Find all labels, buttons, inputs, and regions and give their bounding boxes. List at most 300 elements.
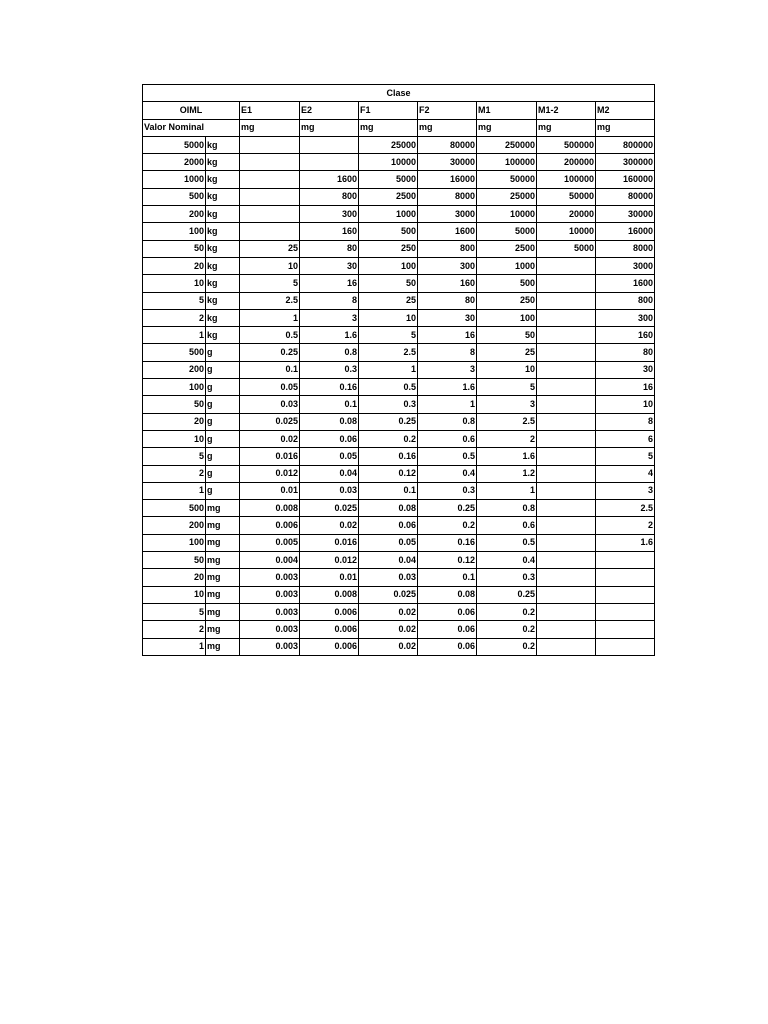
tolerance-cell <box>596 586 655 603</box>
class-e2: E2 <box>300 102 359 119</box>
nominal-unit: kg <box>206 275 240 292</box>
tolerance-cell: 500000 <box>537 136 596 153</box>
tolerance-cell <box>537 413 596 430</box>
nominal-value: 5000 <box>143 136 206 153</box>
nominal-value: 200 <box>143 206 206 223</box>
tolerance-cell: 16 <box>418 327 477 344</box>
tolerance-cell: 250 <box>477 292 537 309</box>
oiml-row <box>143 102 655 119</box>
nominal-value: 500 <box>143 188 206 205</box>
unit-f2: mg <box>418 119 477 136</box>
tolerance-cell: 6 <box>596 430 655 447</box>
tolerance-cell: 0.1 <box>359 482 418 499</box>
tolerance-cell: 5 <box>477 379 537 396</box>
tolerance-cell <box>537 517 596 534</box>
table-row <box>143 361 655 378</box>
tolerance-cell: 8 <box>300 292 359 309</box>
tolerance-cell: 0.2 <box>359 430 418 447</box>
tolerance-cell: 0.08 <box>300 413 359 430</box>
tolerance-cell: 50000 <box>477 171 537 188</box>
tolerance-cell: 5000 <box>359 171 418 188</box>
table-row <box>143 240 655 257</box>
tolerance-cell: 0.02 <box>359 603 418 620</box>
tolerance-cell <box>596 603 655 620</box>
nominal-unit: kg <box>206 206 240 223</box>
nominal-value: 200 <box>143 517 206 534</box>
tolerance-cell: 0.05 <box>359 534 418 551</box>
nominal-unit: kg <box>206 292 240 309</box>
nominal-value: 5 <box>143 292 206 309</box>
class-e1: E1 <box>240 102 300 119</box>
nominal-value: 20 <box>143 257 206 274</box>
nominal-value: 2 <box>143 621 206 638</box>
class-f2: F2 <box>418 102 477 119</box>
tolerance-cell: 8 <box>596 413 655 430</box>
tolerance-cell: 0.025 <box>300 500 359 517</box>
tolerance-cell <box>300 136 359 153</box>
tolerance-cell: 0.12 <box>418 552 477 569</box>
nominal-value-label: Valor Nominal <box>143 119 240 136</box>
tolerance-cell: 0.5 <box>477 534 537 551</box>
tolerance-cell: 250 <box>359 240 418 257</box>
tolerance-cell: 300 <box>596 309 655 326</box>
tolerance-cell: 0.05 <box>240 379 300 396</box>
tolerance-cell: 250000 <box>477 136 537 153</box>
tolerance-cell: 0.06 <box>418 621 477 638</box>
unit-m1-2: mg <box>537 119 596 136</box>
tolerance-cell <box>537 257 596 274</box>
tolerance-cell: 20000 <box>537 206 596 223</box>
tolerance-cell: 0.25 <box>359 413 418 430</box>
nominal-unit: mg <box>206 638 240 655</box>
tolerance-cell: 0.16 <box>359 448 418 465</box>
tolerance-cell: 0.006 <box>300 603 359 620</box>
tolerance-cell: 2500 <box>477 240 537 257</box>
nominal-unit: g <box>206 344 240 361</box>
nominal-unit: kg <box>206 257 240 274</box>
tolerance-cell: 80 <box>300 240 359 257</box>
tolerance-cell: 10 <box>596 396 655 413</box>
tolerance-cell <box>537 569 596 586</box>
class-header-row <box>143 85 655 102</box>
nominal-value: 2 <box>143 465 206 482</box>
tolerance-cell <box>537 500 596 517</box>
tolerance-cell <box>596 638 655 655</box>
table-row <box>143 275 655 292</box>
table-row <box>143 206 655 223</box>
tolerance-cell: 0.003 <box>240 603 300 620</box>
nominal-unit: kg <box>206 154 240 171</box>
tolerance-cell: 0.2 <box>477 603 537 620</box>
tolerance-cell: 3 <box>477 396 537 413</box>
tolerance-cell <box>537 396 596 413</box>
tolerance-cell: 50 <box>359 275 418 292</box>
tolerance-cell: 0.06 <box>359 517 418 534</box>
nominal-value: 1000 <box>143 171 206 188</box>
tolerance-cell <box>537 327 596 344</box>
tolerance-cell: 0.012 <box>300 552 359 569</box>
tolerance-cell: 10 <box>240 257 300 274</box>
nominal-value: 50 <box>143 240 206 257</box>
nominal-unit: kg <box>206 240 240 257</box>
tolerance-cell: 1600 <box>596 275 655 292</box>
nominal-value: 10 <box>143 430 206 447</box>
nominal-unit: g <box>206 413 240 430</box>
table-row <box>143 327 655 344</box>
tolerance-cell: 8000 <box>596 240 655 257</box>
tolerance-cell: 1600 <box>300 171 359 188</box>
tolerance-cell: 0.06 <box>418 603 477 620</box>
tolerance-cell <box>537 638 596 655</box>
tolerance-cell: 0.006 <box>240 517 300 534</box>
table-row <box>143 569 655 586</box>
table-row <box>143 396 655 413</box>
tolerance-cell: 10000 <box>537 223 596 240</box>
tolerance-cell: 2.5 <box>359 344 418 361</box>
tolerance-cell: 10 <box>477 361 537 378</box>
tolerance-cell: 0.08 <box>359 500 418 517</box>
tolerance-cell: 800000 <box>596 136 655 153</box>
table-row <box>143 465 655 482</box>
class-title: Clase <box>143 85 655 102</box>
nominal-unit: mg <box>206 500 240 517</box>
class-m2: M2 <box>596 102 655 119</box>
tolerance-cell: 0.8 <box>477 500 537 517</box>
nominal-unit: g <box>206 396 240 413</box>
tolerance-cell: 0.006 <box>300 638 359 655</box>
tolerance-cell: 1.2 <box>477 465 537 482</box>
table-row <box>143 517 655 534</box>
nominal-unit: mg <box>206 603 240 620</box>
tolerance-cell: 4 <box>596 465 655 482</box>
tolerance-cell: 10000 <box>359 154 418 171</box>
tolerance-cell: 1.6 <box>596 534 655 551</box>
tolerance-cell: 80 <box>418 292 477 309</box>
tolerance-cell: 10000 <box>477 206 537 223</box>
tolerance-cell <box>240 188 300 205</box>
tolerance-cell: 0.25 <box>418 500 477 517</box>
tolerance-cell: 300 <box>418 257 477 274</box>
table-row <box>143 621 655 638</box>
tolerance-cell: 100 <box>477 309 537 326</box>
tolerance-cell: 5 <box>240 275 300 292</box>
unit-f1: mg <box>359 119 418 136</box>
tolerance-cell: 25 <box>240 240 300 257</box>
tolerance-cell <box>300 154 359 171</box>
nominal-value: 50 <box>143 396 206 413</box>
tolerance-cell: 0.16 <box>300 379 359 396</box>
tolerance-cell <box>537 361 596 378</box>
tolerance-cell: 1.6 <box>418 379 477 396</box>
tolerance-cell <box>537 482 596 499</box>
table-row <box>143 223 655 240</box>
tolerance-cell: 0.06 <box>418 638 477 655</box>
units-row <box>143 119 655 136</box>
tolerance-cell: 2 <box>596 517 655 534</box>
tolerance-cell: 0.02 <box>300 517 359 534</box>
tolerance-cell: 0.3 <box>359 396 418 413</box>
tolerance-cell: 25 <box>477 344 537 361</box>
tolerance-cell: 500 <box>477 275 537 292</box>
tolerance-cell: 16000 <box>596 223 655 240</box>
tolerance-cell <box>537 292 596 309</box>
tolerance-cell: 0.006 <box>300 621 359 638</box>
tolerance-cell: 50000 <box>537 188 596 205</box>
nominal-unit: g <box>206 465 240 482</box>
nominal-value: 20 <box>143 413 206 430</box>
tolerance-cell: 80000 <box>596 188 655 205</box>
table-row <box>143 534 655 551</box>
tolerance-cell: 0.016 <box>240 448 300 465</box>
table-row <box>143 136 655 153</box>
tolerance-cell <box>537 534 596 551</box>
tolerance-cell: 3 <box>418 361 477 378</box>
tolerance-cell: 30 <box>300 257 359 274</box>
tolerance-cell: 0.02 <box>359 638 418 655</box>
tolerance-cell: 0.004 <box>240 552 300 569</box>
tolerance-cell: 50 <box>477 327 537 344</box>
tolerance-cell: 16 <box>300 275 359 292</box>
tolerance-cell: 0.25 <box>240 344 300 361</box>
tolerance-cell: 30000 <box>418 154 477 171</box>
tolerance-cell: 0.012 <box>240 465 300 482</box>
tolerance-cell: 2 <box>477 430 537 447</box>
unit-m2: mg <box>596 119 655 136</box>
table-row <box>143 500 655 517</box>
tolerance-cell <box>537 552 596 569</box>
tolerance-cell <box>596 552 655 569</box>
tolerance-cell: 3 <box>300 309 359 326</box>
tolerance-cell <box>537 275 596 292</box>
nominal-unit: mg <box>206 534 240 551</box>
tolerance-cell: 0.016 <box>300 534 359 551</box>
tolerance-cell: 1000 <box>359 206 418 223</box>
tolerance-cell: 0.1 <box>418 569 477 586</box>
nominal-unit: g <box>206 379 240 396</box>
tolerance-cell: 0.1 <box>300 396 359 413</box>
table-row <box>143 448 655 465</box>
tolerance-cell: 160000 <box>596 171 655 188</box>
tolerance-cell <box>537 448 596 465</box>
table-row <box>143 309 655 326</box>
tolerance-cell: 0.003 <box>240 569 300 586</box>
nominal-unit: mg <box>206 517 240 534</box>
tolerance-cell <box>240 136 300 153</box>
tolerance-cell: 0.025 <box>240 413 300 430</box>
nominal-unit: kg <box>206 188 240 205</box>
nominal-value: 5 <box>143 448 206 465</box>
tolerance-cell: 30 <box>596 361 655 378</box>
tolerance-cell: 0.8 <box>418 413 477 430</box>
nominal-unit: kg <box>206 309 240 326</box>
tolerance-cell <box>596 569 655 586</box>
tolerance-cell: 1.6 <box>300 327 359 344</box>
tolerance-cell: 16 <box>596 379 655 396</box>
nominal-unit: g <box>206 361 240 378</box>
nominal-value: 100 <box>143 534 206 551</box>
tolerance-cell: 0.4 <box>418 465 477 482</box>
tolerance-cell: 1 <box>359 361 418 378</box>
tolerance-cell: 0.03 <box>240 396 300 413</box>
tolerance-cell: 0.01 <box>300 569 359 586</box>
tolerance-cell <box>240 223 300 240</box>
tolerance-cell: 100000 <box>537 171 596 188</box>
tolerance-cell: 16000 <box>418 171 477 188</box>
tolerance-cell <box>537 379 596 396</box>
tolerance-cell: 0.02 <box>359 621 418 638</box>
tolerance-cell: 300 <box>300 206 359 223</box>
tolerance-cell: 0.2 <box>477 621 537 638</box>
tolerance-cell: 0.3 <box>477 569 537 586</box>
tolerance-cell: 80000 <box>418 136 477 153</box>
tolerance-cell: 0.003 <box>240 638 300 655</box>
nominal-value: 2000 <box>143 154 206 171</box>
tolerance-cell: 0.3 <box>300 361 359 378</box>
nominal-unit: g <box>206 482 240 499</box>
tolerance-cell: 0.3 <box>418 482 477 499</box>
tolerance-cell <box>240 206 300 223</box>
nominal-value: 1 <box>143 327 206 344</box>
table-row <box>143 154 655 171</box>
tolerance-cell: 0.04 <box>300 465 359 482</box>
tolerance-cell: 300000 <box>596 154 655 171</box>
nominal-value: 10 <box>143 586 206 603</box>
tolerance-cell: 0.003 <box>240 586 300 603</box>
tolerance-cell: 0.08 <box>418 586 477 603</box>
tolerance-cell: 30000 <box>596 206 655 223</box>
nominal-value: 200 <box>143 361 206 378</box>
tolerance-cell <box>240 171 300 188</box>
table-row <box>143 552 655 569</box>
tolerance-cell: 160 <box>300 223 359 240</box>
tolerance-cell: 0.008 <box>240 500 300 517</box>
nominal-value: 5 <box>143 603 206 620</box>
tolerance-cell: 2.5 <box>477 413 537 430</box>
tolerance-cell <box>537 586 596 603</box>
tolerance-table <box>142 84 655 656</box>
tolerance-cell: 2.5 <box>596 500 655 517</box>
tolerance-cell: 8 <box>418 344 477 361</box>
tolerance-cell: 0.8 <box>300 344 359 361</box>
tolerance-cell: 800 <box>418 240 477 257</box>
nominal-value: 1 <box>143 482 206 499</box>
tolerance-cell: 1600 <box>418 223 477 240</box>
tolerance-cell: 100 <box>359 257 418 274</box>
unit-m1: mg <box>477 119 537 136</box>
tolerance-cell: 1 <box>477 482 537 499</box>
table-row <box>143 379 655 396</box>
unit-e1: mg <box>240 119 300 136</box>
tolerance-cell <box>537 309 596 326</box>
tolerance-cell: 0.1 <box>240 361 300 378</box>
table-row <box>143 586 655 603</box>
tolerance-cell: 1 <box>240 309 300 326</box>
nominal-value: 1 <box>143 638 206 655</box>
tolerance-cell: 0.2 <box>477 638 537 655</box>
nominal-unit: kg <box>206 136 240 153</box>
tolerance-cell: 25000 <box>359 136 418 153</box>
nominal-value: 20 <box>143 569 206 586</box>
table-row <box>143 603 655 620</box>
table-row <box>143 413 655 430</box>
tolerance-cell: 0.12 <box>359 465 418 482</box>
class-m1-2: M1-2 <box>537 102 596 119</box>
tolerance-cell <box>596 621 655 638</box>
class-f1: F1 <box>359 102 418 119</box>
nominal-unit: kg <box>206 171 240 188</box>
nominal-unit: kg <box>206 327 240 344</box>
nominal-unit: mg <box>206 552 240 569</box>
table-row <box>143 292 655 309</box>
nominal-value: 2 <box>143 309 206 326</box>
tolerance-cell: 5000 <box>477 223 537 240</box>
tolerance-cell: 200000 <box>537 154 596 171</box>
table-row <box>143 482 655 499</box>
nominal-value: 500 <box>143 344 206 361</box>
tolerance-cell: 0.25 <box>477 586 537 603</box>
tolerance-cell <box>537 430 596 447</box>
tolerance-cell: 80 <box>596 344 655 361</box>
tolerance-cell: 2.5 <box>240 292 300 309</box>
tolerance-cell: 0.03 <box>300 482 359 499</box>
nominal-unit: mg <box>206 586 240 603</box>
table-row <box>143 344 655 361</box>
tolerance-cell: 10 <box>359 309 418 326</box>
tolerance-cell: 0.6 <box>477 517 537 534</box>
nominal-value: 100 <box>143 379 206 396</box>
tolerance-cell: 5 <box>359 327 418 344</box>
tolerance-cell <box>537 603 596 620</box>
tolerance-cell: 0.6 <box>418 430 477 447</box>
tolerance-cell: 0.5 <box>359 379 418 396</box>
tolerance-cell: 1 <box>418 396 477 413</box>
oiml-label: OIML <box>143 102 240 119</box>
tolerance-cell: 2500 <box>359 188 418 205</box>
tolerance-cell: 0.4 <box>477 552 537 569</box>
nominal-unit: g <box>206 448 240 465</box>
nominal-value: 50 <box>143 552 206 569</box>
tolerance-cell: 0.02 <box>240 430 300 447</box>
tolerance-cell: 0.008 <box>300 586 359 603</box>
table-row <box>143 430 655 447</box>
tolerance-cell: 0.003 <box>240 621 300 638</box>
tolerance-cell: 160 <box>418 275 477 292</box>
tolerance-cell: 0.2 <box>418 517 477 534</box>
nominal-unit: kg <box>206 223 240 240</box>
tolerance-cell: 0.05 <box>300 448 359 465</box>
tolerance-cell: 0.005 <box>240 534 300 551</box>
tolerance-cell: 0.06 <box>300 430 359 447</box>
table-row <box>143 171 655 188</box>
tolerance-cell: 8000 <box>418 188 477 205</box>
tolerance-cell: 0.025 <box>359 586 418 603</box>
nominal-value: 100 <box>143 223 206 240</box>
nominal-value: 10 <box>143 275 206 292</box>
nominal-unit: g <box>206 430 240 447</box>
tolerance-cell: 160 <box>596 327 655 344</box>
nominal-unit: mg <box>206 621 240 638</box>
tolerance-cell: 0.5 <box>418 448 477 465</box>
tolerance-cell: 5 <box>596 448 655 465</box>
tolerance-cell: 100000 <box>477 154 537 171</box>
tolerance-cell: 0.5 <box>240 327 300 344</box>
tolerance-cell: 5000 <box>537 240 596 257</box>
tolerance-cell: 1000 <box>477 257 537 274</box>
nominal-value: 500 <box>143 500 206 517</box>
unit-e2: mg <box>300 119 359 136</box>
table-row <box>143 257 655 274</box>
table-row <box>143 188 655 205</box>
